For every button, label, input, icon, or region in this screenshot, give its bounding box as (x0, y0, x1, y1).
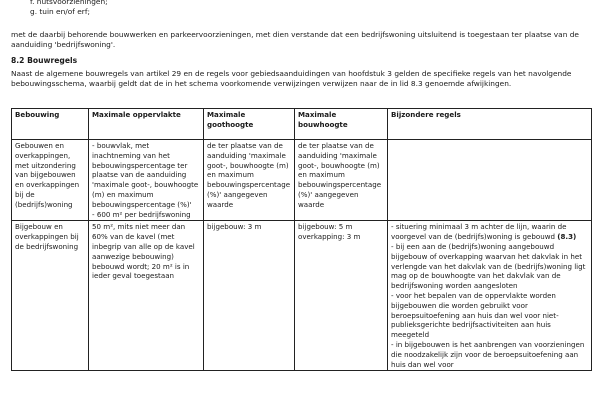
rule-item: - bij een aan de (bedrijfs)woning aangebouwd bijgebouw of overkapping waarvan het dakvlak in het verlengde van het dakvlak van de (bedrijfs)woning ligt mag op de bouwhoogte van het dakvlak van de bedrijfswoning worden aangesloten (391, 241, 586, 291)
rule-text: - situering minimaal 3 m achter de lijn, waarin de voorgevel van de (bedrijfs)woning is gebouwd (391, 222, 567, 242)
cell-text: - bouwvlak, met inachtneming van het bebouwingspercentage ter plaatse van de aanduiding 'maximale goot-, bouwhoogte (m) en maximum bebouwingspercentage (%)' (92, 141, 199, 209)
cell-maximale-goothoogte: de ter plaatse van de aanduiding 'maximale goot-, bouwhoogte (m) en maximum bebouwingspercentage (%)' aangegeven waarde (204, 140, 295, 221)
header-maximale-goothoogte: Maximale goothoogte (204, 109, 295, 140)
cell-bebouwing: Gebouwen en overkappingen, met uitzondering van bijgebouwen en overkappingen bij de (bedrijfs)woning (12, 140, 89, 221)
rule-item (391, 222, 588, 242)
cell-bijzondere-regels (388, 140, 592, 221)
rules-paragraph: Naast de algemene bouwregels van artikel 29 en de regels voor gebiedsaanduidingen van hoofdstuk 3 gelden de specifieke regels van het navolgende bebouwingsschema, waarbij geldt dat de in het schema voorkomende verwijzingen verwijzen naar de in lid 8.3 genoemde afwijkingen. (11, 69, 572, 89)
cell-bebouwing: Bijgebouw en overkappingen bij de bedrijfswoning (12, 221, 89, 371)
header-bebouwing: Bebouwing (12, 109, 89, 140)
cell-maximale-goothoogte: bijgebouw: 3 m (204, 221, 295, 371)
rule-item: - voor het bepalen van de oppervlakte worden bijgebouwen die worden gebruikt voor beroepsuitoefening aan huis dan wel voor niet-publieksgerichte bedrijfsactiviteiten aan huis meegeteld (391, 290, 559, 340)
header-maximale-bouwhoogte: Maximale bouwhoogte (295, 109, 388, 140)
list-item-f: f. nutsvoorzieningen; (30, 0, 108, 6)
cell-bijzondere-regels (388, 221, 592, 371)
list-item-g: g. tuin en/of erf; (30, 7, 90, 17)
header-maximale-oppervlakte: Maximale oppervlakte (89, 109, 204, 140)
header-bijzondere-regels: Bijzondere regels (388, 109, 592, 140)
cell-maximale-oppervlakte (89, 140, 204, 221)
rule-item: - in bijgebouwen is het aanbrengen van voorzieningen die noodzakelijk zijn voor de beroepsuitoefening aan huis dan wel voor (391, 339, 585, 369)
cell-maximale-bouwhoogte: de ter plaatse van de aanduiding 'maximale goot-, bouwhoogte (m) en maximum bebouwingspercentage (%)' aangegeven waarde (295, 140, 388, 221)
table-header-row (12, 109, 592, 140)
cell-text: overkapping: 3 m (298, 232, 361, 242)
section-heading: 8.2 Bouwregels (11, 56, 78, 65)
table-row (12, 221, 592, 371)
intro-paragraph: met de daarbij behorende bouwwerken en parkeervoorzieningen, met dien verstande dat een bedrijfswoning uitsluitend is toegestaan ter plaatse van de aanduiding 'bedrijfswoning'. (11, 30, 579, 50)
cell-maximale-bouwhoogte (295, 221, 388, 371)
table-row (12, 140, 592, 221)
enumeration-list (30, 0, 108, 17)
building-schedule-table (11, 108, 592, 371)
cell-text: bijgebouw: 5 m (298, 222, 353, 232)
cell-maximale-oppervlakte: 50 m², mits niet meer dan 60% van de kavel (met inbegrip van alle op de kavel aanwezige bebouwing) bebouwd wordt; 20 m² is in ieder geval toegestaan (89, 221, 204, 371)
article-reference: (8.3) (557, 232, 577, 242)
cell-text: - 600 m² per bedrijfswoning (92, 209, 191, 219)
